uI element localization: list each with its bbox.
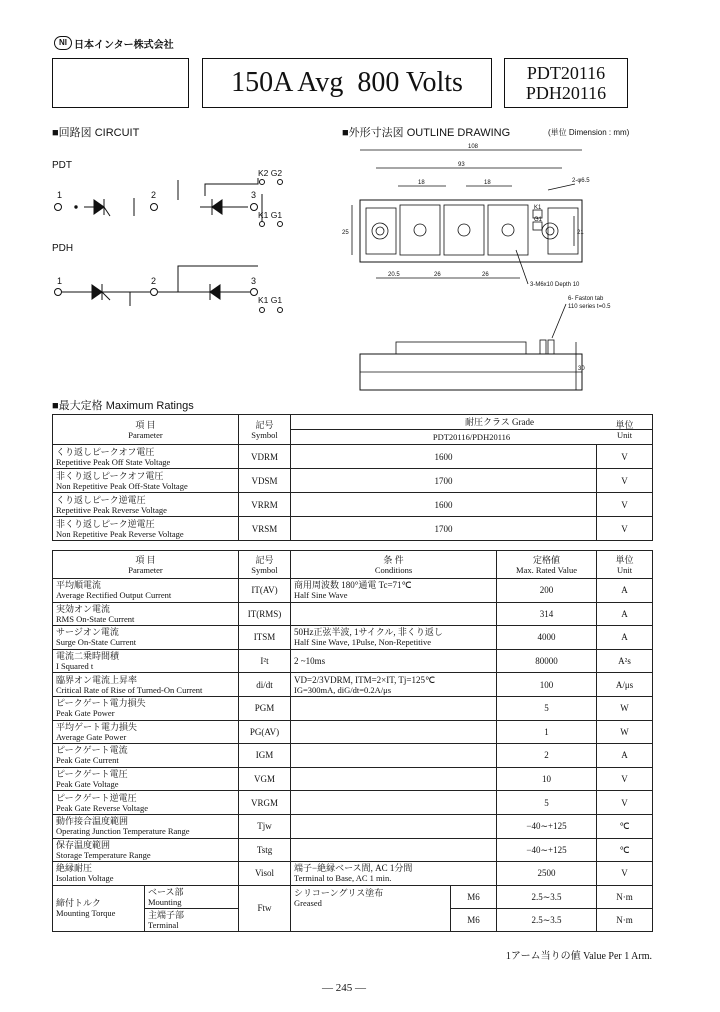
circuit-heading: ■回路図 CIRCUIT bbox=[52, 127, 140, 139]
row-unit: V bbox=[597, 862, 653, 886]
row-param-jp: ピークゲート電流 bbox=[56, 745, 128, 756]
row-symbol: Tjw bbox=[239, 814, 291, 838]
row-unit: ℃ bbox=[597, 814, 653, 838]
row-param-jp: サージオン電流 bbox=[56, 627, 119, 638]
torque-m1: M6 bbox=[451, 885, 497, 908]
row-value: 200 bbox=[497, 579, 597, 603]
dim-18a: 18 bbox=[418, 180, 425, 186]
part-number-pdh: PDH20116 bbox=[525, 83, 607, 103]
row-param-en: Surge On-State Current bbox=[56, 637, 137, 648]
row-param-jp: 電流二乗時間積 bbox=[56, 651, 120, 662]
pdt-k2g2: K2 G2 bbox=[258, 168, 283, 178]
row-cond-1: 2 ~10ms bbox=[294, 656, 326, 667]
torque-en: Mounting Torque bbox=[56, 908, 116, 919]
row-symbol: VDRM bbox=[239, 445, 291, 469]
table-row bbox=[53, 696, 653, 720]
max-ratings-heading: ■最大定格 Maximum Ratings bbox=[52, 400, 194, 412]
t2-h-cond-jp: 条 件 bbox=[383, 554, 404, 565]
pdh-k1g1: K1 G1 bbox=[258, 295, 283, 305]
torque-sub2-en: Terminal bbox=[148, 919, 179, 930]
dim-25: 25 bbox=[342, 230, 349, 236]
table-row bbox=[53, 626, 653, 650]
torque-row-mounting bbox=[53, 885, 653, 908]
page-title: 150A Avg 800 Volts bbox=[231, 67, 463, 98]
dim-hole: 2-φ6.5 bbox=[572, 178, 590, 184]
electrical-ratings-table bbox=[52, 550, 653, 932]
table-row bbox=[53, 469, 653, 493]
dim-faston2: 110 series t=0.5 bbox=[568, 304, 611, 310]
torque-sub1-en: Mounting bbox=[148, 896, 182, 907]
dim-26a: 26 bbox=[434, 272, 441, 278]
row-unit: V bbox=[597, 469, 653, 493]
pdt-label: PDT bbox=[52, 160, 72, 171]
row-unit: A bbox=[597, 744, 653, 768]
row-param-jp: 絶縁耐圧 bbox=[56, 863, 93, 874]
torque-unit2: N·m bbox=[597, 908, 653, 931]
row-param-en: Critical Rate of Rise of Turned-On Current bbox=[56, 684, 203, 695]
row-value: 314 bbox=[497, 602, 597, 626]
row-symbol: IT(RMS) bbox=[239, 602, 291, 626]
torque-symbol: Ftw bbox=[239, 885, 291, 931]
row-value: 10 bbox=[497, 767, 597, 791]
t2-h-cond-en: Conditions bbox=[374, 564, 413, 575]
row-unit: A²s bbox=[597, 649, 653, 673]
table-row bbox=[53, 579, 653, 603]
row-param-jp: ピークゲート逆電圧 bbox=[56, 792, 137, 803]
row-param-jp: 非くり返しピーク逆電圧 bbox=[56, 518, 155, 529]
row-param-en: Repetitive Peak Reverse Voltage bbox=[56, 504, 167, 515]
t1-h-grade-en: PDT20116/PDH20116 bbox=[432, 432, 511, 442]
table-row bbox=[53, 814, 653, 838]
row-param-en: Peak Gate Power bbox=[56, 708, 115, 719]
dim-30: 30 bbox=[578, 366, 585, 372]
row-param-jp: 臨界オン電流上昇率 bbox=[56, 674, 138, 685]
row-param-en: Peak Gate Voltage bbox=[56, 779, 119, 790]
t2-h-unit-en: Unit bbox=[616, 564, 633, 575]
t1-h-param-en: Parameter bbox=[128, 429, 163, 440]
dim-18b: 18 bbox=[484, 180, 491, 186]
table-row bbox=[53, 493, 653, 517]
t1-h-grade-jp: 耐圧クラス Grade bbox=[291, 415, 653, 430]
table2-header bbox=[53, 551, 653, 579]
row-param-jp: 実効オン電流 bbox=[56, 603, 111, 614]
row-symbol: VDSM bbox=[239, 469, 291, 493]
dim-k1: K1 bbox=[534, 205, 542, 211]
row-value: −40∼+125 bbox=[497, 814, 597, 838]
t2-h-unit-jp: 単位 bbox=[615, 554, 634, 565]
row-cond-1: VD=2/3VDRM, ITM=2×IT, Tj=125℃ bbox=[294, 674, 436, 685]
logo-text: NI bbox=[59, 38, 67, 47]
row-cond-1: 端子−絶縁ベース間, AC 1分間 bbox=[294, 863, 413, 874]
table-row bbox=[53, 744, 653, 768]
row-param-en: Operating Junction Temperature Range bbox=[56, 826, 190, 837]
row-cond-2: IG=300mA, diG/dt=0.2A/μs bbox=[294, 684, 392, 695]
part-number-pdt: PDT20116 bbox=[526, 63, 606, 83]
table-row bbox=[53, 767, 653, 791]
table-row bbox=[53, 720, 653, 744]
dim-faston: 6- Faston tab bbox=[568, 296, 604, 302]
row-param-jp: 平均ゲート電力損失 bbox=[56, 721, 138, 732]
row-cond-2: Half Sine Wave, 1Pulse, Non-Repetitive bbox=[294, 637, 432, 648]
torque-v1: 2.5∼3.5 bbox=[497, 885, 597, 908]
pdt-t2: 2 bbox=[151, 190, 157, 200]
t1-h-unit-jp: 単位 bbox=[615, 419, 634, 430]
table-row bbox=[53, 517, 653, 541]
t2-h-param-en: Parameter bbox=[128, 564, 163, 575]
table-row bbox=[53, 649, 653, 673]
row-value: 2 bbox=[497, 744, 597, 768]
row-unit: V bbox=[597, 791, 653, 815]
pdt-k1g1: K1 G1 bbox=[258, 210, 283, 220]
torque-m2: M6 bbox=[451, 908, 497, 931]
row-value: 1600 bbox=[291, 445, 597, 469]
t1-h-param-jp: 項 目 bbox=[135, 419, 156, 430]
row-cond-2: Half Sine Wave bbox=[294, 590, 348, 601]
row-symbol: VGM bbox=[239, 767, 291, 791]
dim-93: 93 bbox=[458, 162, 465, 168]
dim-26b: 26 bbox=[482, 272, 489, 278]
row-value: 1 bbox=[497, 720, 597, 744]
table-row bbox=[53, 602, 653, 626]
page-number: — 245 — bbox=[322, 982, 366, 994]
t1-h-sym-en: Symbol bbox=[251, 429, 278, 440]
row-param-en: Average Rectified Output Current bbox=[56, 590, 172, 601]
row-param-en: Non Repetitive Peak Off-State Voltage bbox=[56, 480, 188, 491]
row-unit: W bbox=[597, 696, 653, 720]
row-param-jp: 保存温度範囲 bbox=[56, 839, 111, 850]
t1-h-unit-en: Unit bbox=[616, 429, 633, 440]
row-symbol: Tstg bbox=[239, 838, 291, 862]
torque-v2: 2.5∼3.5 bbox=[497, 908, 597, 931]
pdt-t1: 1 bbox=[57, 190, 63, 200]
row-symbol: Visol bbox=[239, 862, 291, 886]
torque-sub2-jp: 主端子部 bbox=[148, 909, 185, 920]
row-unit: ℃ bbox=[597, 838, 653, 862]
footnote: 1アーム当りの値 Value Per 1 Arm. bbox=[505, 951, 652, 962]
row-value: 80000 bbox=[497, 649, 597, 673]
outline-heading: ■外形寸法図 OUTLINE DRAWING bbox=[342, 127, 511, 139]
t2-h-param-jp: 項 目 bbox=[135, 554, 156, 565]
torque-cond-2: Greased bbox=[294, 897, 322, 908]
row-value: −40∼+125 bbox=[497, 838, 597, 862]
dim-108: 108 bbox=[468, 144, 479, 150]
row-value: 5 bbox=[497, 696, 597, 720]
row-unit: V bbox=[597, 493, 653, 517]
row-unit: A bbox=[597, 602, 653, 626]
row-symbol: IT(AV) bbox=[239, 579, 291, 603]
table-row bbox=[53, 791, 653, 815]
row-symbol: I²t bbox=[239, 649, 291, 673]
row-param-jp: 動作接合温度範囲 bbox=[56, 816, 129, 827]
row-value: 4000 bbox=[497, 626, 597, 650]
row-unit: V bbox=[597, 767, 653, 791]
t2-h-sym-en: Symbol bbox=[251, 564, 278, 575]
table1-header-overlay bbox=[53, 415, 653, 445]
row-cond-1: 50Hz正弦半波, 1サイクル, 非くり返し bbox=[294, 627, 443, 638]
row-param-en: Repetitive Peak Off State Voltage bbox=[56, 456, 171, 467]
row-value: 1700 bbox=[291, 517, 597, 541]
row-cond-1: 商用周波数 180°通電 Tc=71℃ bbox=[294, 580, 412, 591]
row-value: 2500 bbox=[497, 862, 597, 886]
table-row bbox=[53, 862, 653, 886]
company-name: 日本インター株式会社 bbox=[74, 40, 174, 51]
row-param-jp: くり返しピーク逆電圧 bbox=[56, 494, 146, 505]
table-row bbox=[53, 838, 653, 862]
row-value: 5 bbox=[497, 791, 597, 815]
voltage-ratings-table-body bbox=[52, 414, 653, 541]
row-param-en: Average Gate Power bbox=[56, 731, 127, 742]
row-symbol: PG(AV) bbox=[239, 720, 291, 744]
table-row bbox=[53, 673, 653, 697]
row-param-jp: ピークゲート電圧 bbox=[56, 769, 128, 780]
torque-sub1-jp: ベース部 bbox=[148, 886, 184, 897]
row-param-en: Peak Gate Current bbox=[56, 755, 119, 766]
row-param-en: Storage Temperature Range bbox=[56, 849, 151, 860]
row-value: 1600 bbox=[291, 493, 597, 517]
row-param-en: I Squared t bbox=[56, 661, 94, 672]
row-unit: W bbox=[597, 720, 653, 744]
dim-20-5: 20.5 bbox=[388, 272, 400, 278]
row-symbol: di/dt bbox=[239, 673, 291, 697]
pdh-label: PDH bbox=[52, 243, 74, 254]
dim-g1: G1 bbox=[534, 217, 543, 223]
module-top-view bbox=[360, 200, 582, 262]
row-unit: V bbox=[597, 445, 653, 469]
dim-21: 21 bbox=[577, 230, 584, 236]
pdh-t2: 2 bbox=[151, 276, 157, 286]
dim-screw: 3-M6x10 Depth 10 bbox=[530, 282, 580, 288]
t2-h-val-jp: 定格値 bbox=[533, 554, 561, 565]
row-unit: V bbox=[597, 517, 653, 541]
row-param-jp: くり返しピークオフ電圧 bbox=[56, 446, 155, 457]
row-param-en: Non Repetitive Peak Reverse Voltage bbox=[56, 528, 184, 539]
row-param-jp: ピークゲート電力損失 bbox=[56, 698, 146, 709]
row-unit: A bbox=[597, 579, 653, 603]
t2-h-sym-jp: 記号 bbox=[255, 554, 274, 565]
row-value: 100 bbox=[497, 673, 597, 697]
torque-cond-1: シリコーングリス塗布 bbox=[294, 887, 384, 898]
table-row bbox=[53, 445, 653, 469]
row-symbol: VRGM bbox=[239, 791, 291, 815]
torque-unit1: N·m bbox=[597, 885, 653, 908]
torque-jp: 締付トルク bbox=[56, 898, 101, 909]
outline-unit: (単位 Dimension : mm) bbox=[548, 128, 630, 137]
t2-h-val-en: Max. Rated Value bbox=[516, 564, 577, 575]
row-param-en: Isolation Voltage bbox=[56, 873, 114, 884]
row-symbol: IGM bbox=[239, 744, 291, 768]
pdt-t3: 3 bbox=[251, 190, 257, 200]
row-param-jp: 平均順電流 bbox=[56, 580, 102, 591]
row-param-en: RMS On-State Current bbox=[56, 613, 135, 624]
row-symbol: VRRM bbox=[239, 493, 291, 517]
row-symbol: VRSM bbox=[239, 517, 291, 541]
row-param-en: Peak Gate Reverse Voltage bbox=[56, 802, 148, 813]
row-unit: A bbox=[597, 626, 653, 650]
row-symbol: ITSM bbox=[239, 626, 291, 650]
t1-h-sym-jp: 記号 bbox=[255, 419, 274, 430]
row-unit: A/μs bbox=[597, 673, 653, 697]
row-value: 1700 bbox=[291, 469, 597, 493]
pdh-t3: 3 bbox=[251, 276, 257, 286]
row-cond-2: Terminal to Base, AC 1 min. bbox=[294, 873, 392, 884]
row-symbol: PGM bbox=[239, 696, 291, 720]
row-param-jp: 非くり返しピークオフ電圧 bbox=[56, 470, 164, 481]
pdh-t1: 1 bbox=[57, 276, 63, 286]
